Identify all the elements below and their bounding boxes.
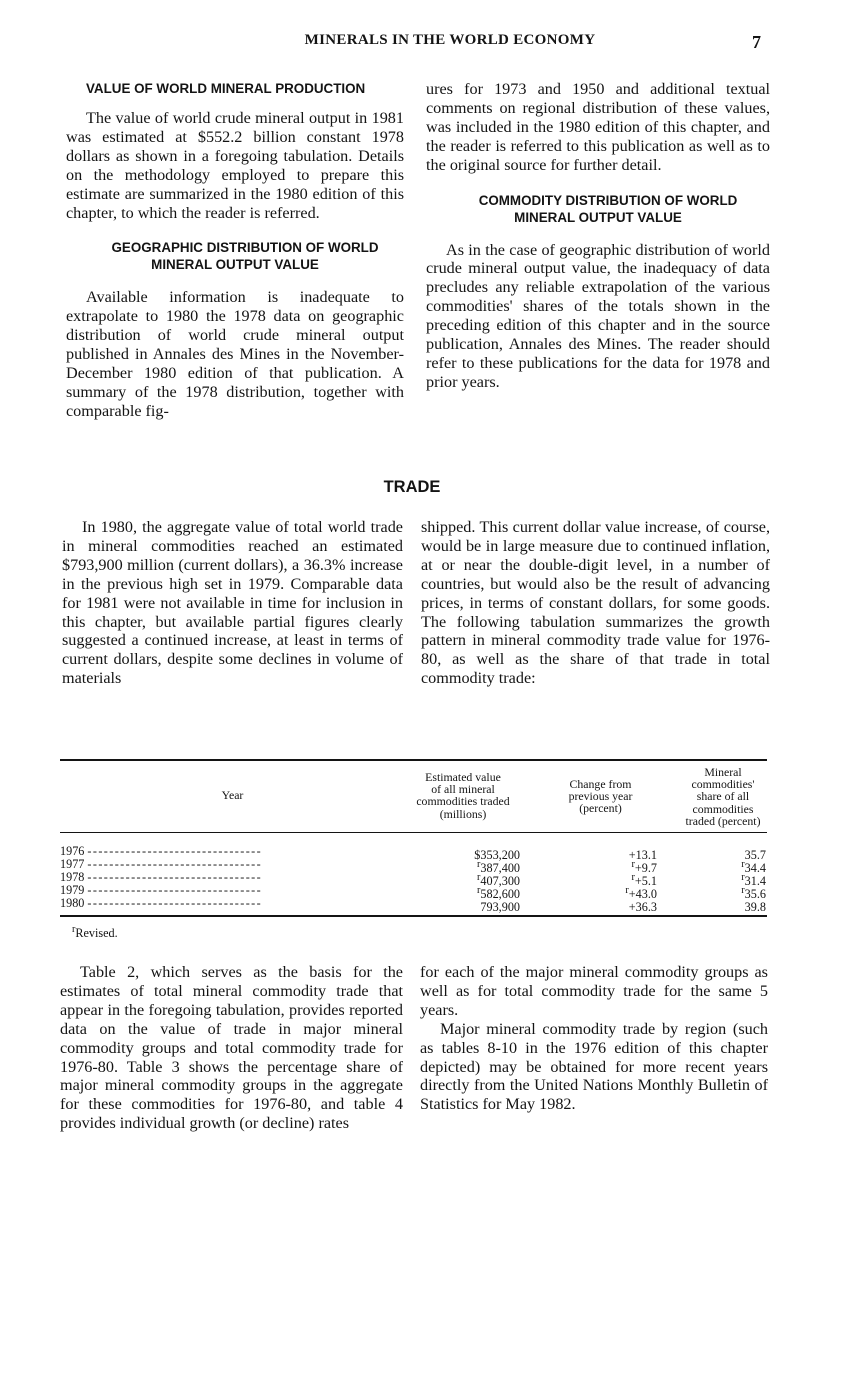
paragraph-trade-left: In 1980, the aggregate value of total world trade in mineral commodities reached an estimated $793,900 million (current dollars), a 36.3% increase in the previous high set in 1979. Comparable data for 1981 were not available in time for inclusion in this chapter, but available partial figures clearly suggested a continued increase, at least in terms of current dollars, despite some declines in volume of materials [62, 518, 403, 688]
header-change-line: previous year [568, 789, 633, 804]
revised-mark: r [625, 885, 629, 896]
table-footnote [72, 924, 118, 941]
header-share-line: Mineral [704, 765, 742, 779]
cell-value [450, 897, 520, 914]
value-text: 582,600 [480, 887, 520, 902]
value-text: 407,300 [480, 874, 520, 889]
header-share-line: commodities [692, 801, 754, 816]
change-text: +5.1 [634, 874, 657, 889]
footnote-text: Revised. [75, 926, 118, 941]
cell-year [60, 871, 382, 884]
heading-trade: TRADE [383, 478, 441, 496]
running-header-title: MINERALS IN THE WORLD ECONOMY [304, 32, 596, 48]
paragraph-value-of-production: The value of world crude mineral output in 1981 was estimated at $552.2 billion constant 1978 dollars as shown in a foregoing tabulation. Details on the methodology employed to prepare this estimate are summarized in the 1980 edition of this chapter, to which the reader is referred. [66, 109, 404, 222]
table-row [60, 845, 770, 863]
dot-leader: -------------------------------- [87, 845, 263, 858]
header-share-line: traded (percent) [685, 813, 761, 828]
paragraph-tables-right-1: for each of the major mineral commodity groups as well as for total commodity trade for the same 5 years. [420, 963, 768, 1019]
table-row [60, 884, 770, 902]
value-text: $353,200 [474, 848, 520, 863]
column-bottom-right [420, 963, 768, 1114]
column-top-right [426, 80, 770, 392]
year-text: 1977 [60, 858, 85, 871]
change-text: +43.0 [628, 887, 657, 902]
revised-mark: r [741, 872, 745, 883]
change-text: +13.1 [628, 848, 657, 863]
change-text: +36.3 [628, 900, 657, 915]
year-text: 1978 [60, 871, 85, 884]
change-text: +9.7 [634, 861, 657, 876]
header-change-line: (percent) [579, 801, 622, 816]
year-text: 1976 [60, 845, 85, 858]
header-change-line: Change from [569, 777, 632, 791]
page-number: 7 [752, 32, 761, 52]
revised-mark: r [631, 859, 635, 870]
share-text: 31.4 [744, 874, 766, 889]
header-value-line: (millions) [439, 806, 487, 821]
cell-year [60, 858, 382, 871]
cell-year [60, 884, 382, 897]
header-share-line: commodities' [691, 777, 755, 792]
heading-geographic-line-2: MINERAL OUTPUT VALUE [151, 257, 319, 273]
share-text: 39.8 [744, 900, 766, 915]
dot-leader: -------------------------------- [87, 897, 263, 910]
cell-change [590, 897, 657, 914]
dot-leader: -------------------------------- [87, 884, 263, 897]
table-row [60, 897, 770, 915]
cell-year [60, 845, 382, 858]
heading-geographic-line-1: GEOGRAPHIC DISTRIBUTION OF WORLD [111, 240, 379, 256]
column-top-left [66, 80, 404, 421]
paragraph-commodity-distribution: As in the case of geographic distribution of world crude mineral output value, the inadequacy of data precludes any reliable extrapolation of the various commodities' shares of the totals shown in the preceding edition of this chapter and in the source publication, Annales des Mines. The reader should refer to these publications for the data for 1978 and prior years. [426, 240, 770, 391]
revised-mark: r [72, 924, 76, 935]
column-bottom-left [60, 963, 403, 1133]
value-text: 387,400 [480, 861, 520, 876]
column-trade-left [62, 518, 403, 688]
revised-mark: r [741, 885, 745, 896]
table-row [60, 858, 770, 876]
share-text: 35.6 [744, 887, 766, 902]
table-header-share [670, 766, 776, 827]
table-rule-top [60, 759, 767, 761]
column-trade-right [421, 518, 770, 688]
table-row [60, 871, 770, 889]
heading-value-of-world-mineral-production: VALUE OF WORLD MINERAL PRODUCTION [86, 81, 366, 96]
dot-leader: -------------------------------- [87, 871, 263, 884]
dot-leader: -------------------------------- [87, 858, 263, 871]
heading-commodity-line-1: COMMODITY DISTRIBUTION OF WORLD [478, 192, 738, 208]
value-text: 793,900 [480, 900, 520, 915]
paragraph-tables-left: Table 2, which serves as the basis for the estimates of total mineral commodity trade that appear in the foregoing tabulation, provides reported data on the value of trade in major mineral commodity groups and total commodity trade for 1976-80. Table 3 shows the percentage share of major mineral commodity groups in the aggregate for these commodities for 1976-80, and table 4 provides individual growth (or decline) rates [60, 963, 403, 1133]
header-value-line: commodities traded [416, 794, 510, 809]
heading-commodity-line-2: MINERAL OUTPUT VALUE [514, 209, 682, 225]
table-header-year: Year [221, 788, 244, 802]
paragraph-geographic-distribution: Available information is inadequate to extrapolate to 1980 the 1978 data on geographic distribution of world crude mineral output published in Annales des Mines in the November-December 1980 edition of that publication. A summary of the 1978 distribution, together with comparable fig- [66, 288, 404, 420]
heading-geographic-distribution [66, 239, 404, 273]
header-value-line: of all mineral [431, 782, 495, 797]
paragraph-trade-right: shipped. This current dollar value increase, of course, would be in large measure due to continued inflation, at or near the double-digit level, in a number of countries, but would also be the result of advancing prices, in terms of constant dollars, for some goods. The following tabulation summarizes the growth pattern in mineral commodity trade value for 1976-80, as well as the share of that trade in total commodity trade: [421, 518, 770, 688]
year-text: 1980 [60, 897, 85, 910]
revised-mark: r [741, 859, 745, 870]
paragraph-geographic-continuation: ures for 1973 and 1950 and additional textual comments on regional distribution of these values, was included in the 1980 edition of this chapter, and the reader is referred to this publication as well as to the original source for further detail. [426, 80, 770, 174]
heading-commodity-distribution [426, 192, 770, 226]
header-share-line: share of all [696, 789, 750, 804]
paragraph-tables-right-2: Major mineral commodity trade by region (such as tables 8-10 in the 1976 edition of this chapter depicted) may be obtained for more recent years directly from the United Nations Monthly Bulletin of Statistics for May 1982. [420, 1019, 768, 1114]
table-header-value [398, 771, 528, 820]
table-rule-header [60, 832, 767, 833]
revised-mark: r [477, 885, 481, 896]
header-value-line: Estimated value [425, 770, 501, 784]
share-text: 34.4 [744, 861, 766, 876]
year-text: 1979 [60, 884, 85, 897]
revised-mark: r [477, 859, 481, 870]
revised-mark: r [477, 872, 481, 883]
cell-share [700, 897, 766, 914]
table-header-change [548, 778, 653, 815]
cell-year [60, 897, 382, 910]
revised-mark: r [631, 872, 635, 883]
share-text: 35.7 [744, 848, 766, 863]
table-rule-bottom [60, 915, 767, 917]
